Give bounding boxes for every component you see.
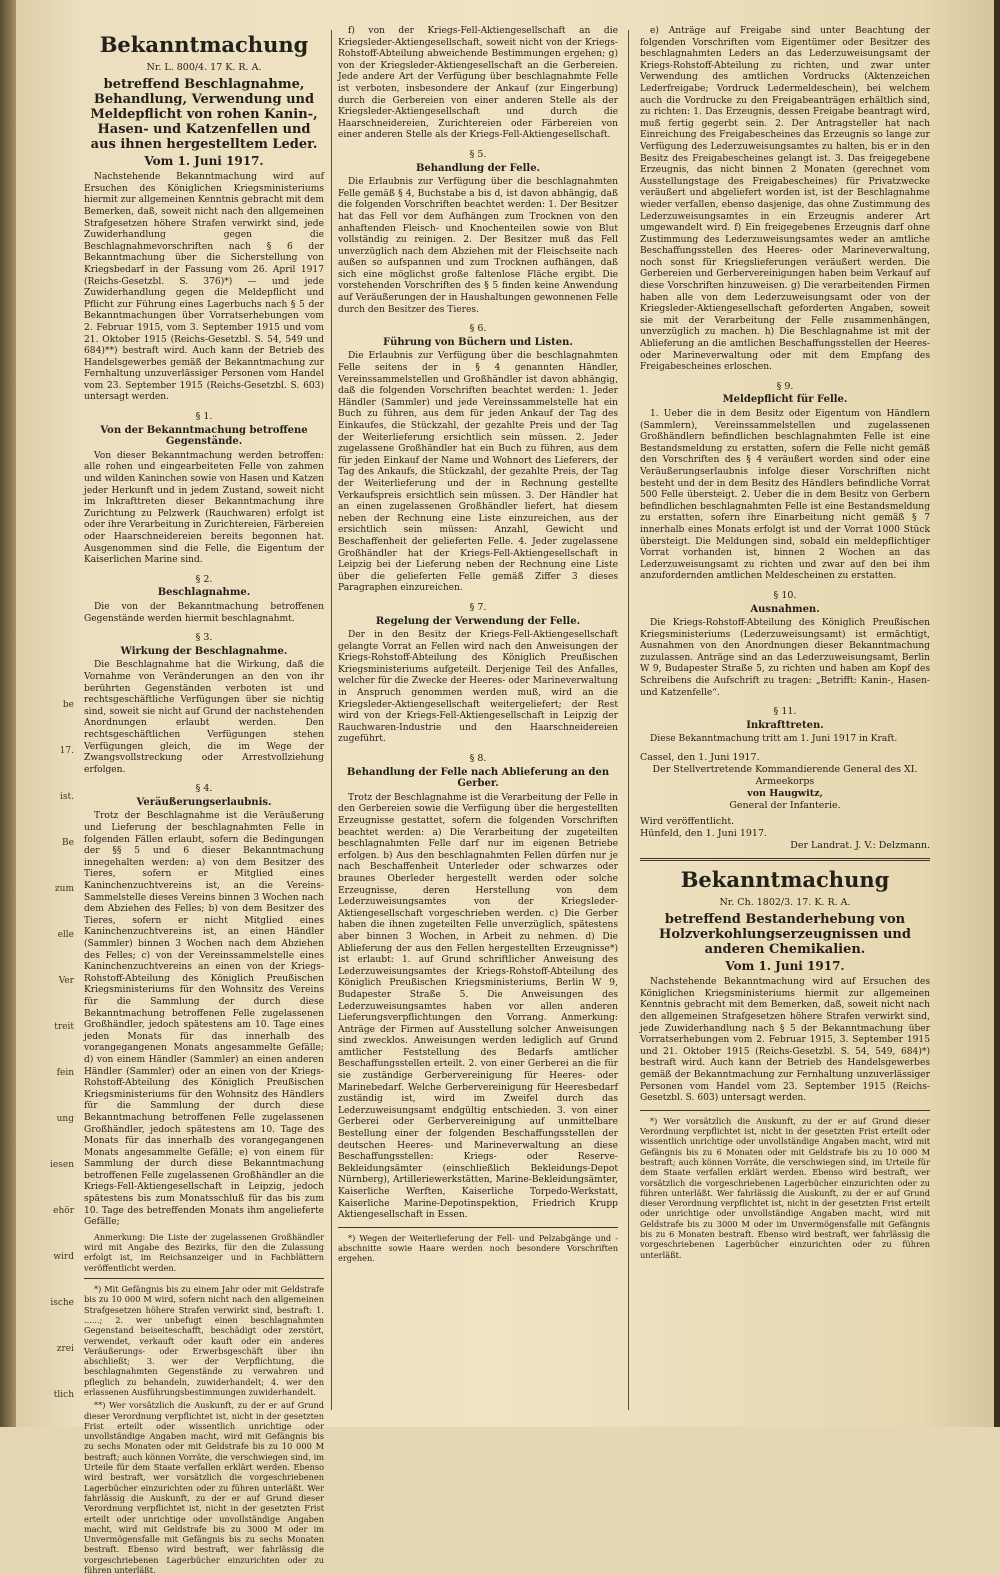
binding-spine bbox=[0, 0, 16, 1427]
column-3 bbox=[640, 26, 930, 1416]
notice-date: Vom 1. Juni 1917. bbox=[144, 153, 264, 168]
sections bbox=[338, 149, 618, 1222]
column-rule bbox=[628, 30, 629, 1410]
column-rule bbox=[331, 30, 332, 1410]
margin-fragment: be bbox=[62, 700, 74, 710]
signature-name: von Haugwitz, bbox=[747, 788, 823, 800]
section-text: Die Erlaubnis zur Verfügung über die beschlagnahmten Felle seitens der in § 4 genannten Händler, Vereinssammelstellen und Großhändler ist davon abhängig, daß die folgenden Vorschriften beachtet werden: 1. Jeder Händler (Sammler) und jede Vereinssammelstelle hat ein Buch zu führen, aus dem für jeden Ankauf der Tag des Einkaufes, die Stückzahl, der gezahlte Preis und der Tag der Weiterlieferung ersichtlich sein müssen. 2. Jeder zugelassene Großhändler hat ein Buch zu führen, aus dem für jeden Einkauf der Name und Wohnort des Lieferers, der Tag des Ankaufs, die Stückzahl, der gezahlte Preis, der Tag der Weiterlieferung und der in Rechnung gestellte Verkaufspreis ersichtlich sein müssen. 3. Der Händler hat an einen zugelassenen Großhändler liefert, hat diesem neben der Rechnung eine Liste einzureichen, aus der ersichtlich sein müssen: Anzahl, Gewicht und Beschaffenheit der gelieferten Felle. 4. Jeder zugelassene Großhändler hat der Kriegs-Fell-Aktiengesellschaft in Leipzig bei der Lieferung neben der Rechnung eine Liste über die gelieferten Felle gemäß Ziffer 3 dieses Paragraphen einzureichen. bbox=[338, 351, 618, 594]
section-number: § 4. bbox=[195, 783, 213, 795]
section-heading: Regelung der Verwendung der Felle. bbox=[375, 615, 581, 627]
divider bbox=[640, 1110, 930, 1111]
sections bbox=[84, 411, 324, 1229]
signature-office: Der Stellvertretende Kommandierende General des XI. Armeekorps bbox=[652, 764, 918, 788]
landrat-signature: Der Landrat. J. V.: Delzmann. bbox=[790, 840, 930, 852]
section-number: § 1. bbox=[195, 411, 213, 423]
divider bbox=[84, 1278, 324, 1279]
column-2 bbox=[338, 26, 618, 1416]
section-number: § 7. bbox=[469, 601, 487, 613]
signature-rank: General der Infanterie. bbox=[729, 800, 841, 812]
section-heading: Beschlagnahme. bbox=[157, 587, 251, 599]
section-text: Die Erlaubnis zur Verfügung über die beschlagnahmten Felle gemäß § 4, Buchstabe a bis d, ist davon abhängig, daß die folgenden Vorschriften beachtet werden: 1. Der Besitzer hat das Fell vor dem Aufhängen zum Trocknen von den anhaftenden Fleisch- und Knochenteilen sowie von Blut vollständig zu reinigen. 2. Der Besitzer muß das Fell unverzüglich nach dem Abziehen mit der Fleischseite nach außen so aufspannen und zum Trocknen aufhängen, daß sich eine möglichst große faltenlose Fläche ergibt. Die vorstehenden Vorschriften des § 5 finden keine Anwendung auf Veräußerungen der in Haushaltungen gewonnenen Felle durch den Besitzer des Tieres. bbox=[338, 177, 618, 315]
signature-place-date: Cassel, den 1. Juni 1917. bbox=[640, 752, 760, 764]
section-number: § 2. bbox=[195, 573, 213, 585]
margin-fragment: ung bbox=[56, 1114, 74, 1124]
margin-fragment: ische bbox=[50, 1298, 74, 1308]
section-number: § 8. bbox=[469, 753, 487, 765]
section-number: § 10. bbox=[773, 589, 797, 601]
column-1 bbox=[84, 26, 324, 1575]
margin-fragment: elle bbox=[57, 930, 74, 940]
section-text: Trotz der Beschlagnahme ist die Veräußerung und Lieferung der beschlagnahmten Felle in folgenden Fällen erlaubt, sofern die Bedingungen der §§ 5 und 6 dieser Bekanntmachung innegehalten werden: a) von dem Besitzer des Tieres, sofern er Mitglied eines Kaninchenzuchtvereins ist, an die Vereins-Sammelstelle dieses Vereins binnen 3 Wochen nach dem Abziehen des Felles; b) von dem Besitzer des Tieres, sofern er nicht Mitglied eines Kaninchenzuchtvereins ist, an einen Händler (Sammler) binnen 3 Wochen nach dem Abziehen des Felles; c) von der Vereinssammelstelle eines Kaninchenzuchtvereins an einen von der Kriegs-Rohstoff-Abteilung des Königlich Preußischen Kriegsministeriums für den Wohnsitz des Vereins für die Sammlung der durch diese Bekanntmachung betroffenen Felle zugelassenen Großhändler, jedoch spätestens am 10. Tage eines jeden Monats für das innerhalb des vorangegangenen Monats angesammelte Gefälle; d) von einem Händler (Sammler) an einen anderen Händler (Sammler) oder an einen von der Kriegs-Rohstoff-Abteilung des Königlich Preußischen Kriegsministeriums für den Wohnsitz des Händlers für die Sammlung der durch diese Bekanntmachung betroffenen Felle zugelassenen Großhändler, jedoch spätestens am 10. Tage des Monats für das innerhalb des vorangegangenen Monats angesammelte Gefälle; e) von einem für Sammlung der durch diese Bekanntmachung betroffenen Felle zugelassenen Großhändler an die Kriegs-Fell-Aktiengesellschaft in Leipzig, jedoch spätestens bis zum Monatsschluß für das bis zum 10. Tage des betreffenden Monats ihm angelieferte Gefälle; bbox=[84, 811, 324, 1228]
margin-fragment: Ver bbox=[58, 976, 74, 986]
margin-fragment: fein bbox=[56, 1068, 74, 1078]
section-number: § 6. bbox=[469, 323, 487, 335]
continuation-text: f) von der Kriegs-Fell-Aktiengesellschaft an die Kriegsleder-Aktiengesellschaft, soweit nicht von der Kriegs-Rohstoff-Abteilung abweichende Bestimmungen ergehen; g) von der Kriegsleder-Aktiengesellschaft an die Gerbereien. Jede andere Art der Verfügung über beschlagnahmte Felle ist verboten, insbesondere der Ankauf (zur Eingerbung) durch die Gerbereien von einer anderen Stelle als der Kriegsleder-Aktiengesellschaft und durch die Haarschneidereien, Zurichtereien oder Färbereien von einer anderen Stelle als der Kriegs-Fell-Aktiengesellschaft. bbox=[338, 26, 618, 141]
margin-fragment: Be bbox=[62, 838, 74, 848]
page-edge bbox=[994, 0, 1000, 1427]
section-text: Der in den Besitz der Kriegs-Fell-Aktiengesellschaft gelangte Vorrat an Fellen wird nach den Anweisungen der Kriegs-Rohstoff-Abteilung des Königlich Preußischen Kriegsministeriums aufgeteilt. Derjenige Teil des Anfalles, welcher für die Zwecke der Heeres- oder Marineverwaltung in Anspruch genommen werden muß, wird an die Kriegsleder-Aktiengesellschaft weitergeliefert; der Rest wird von der Kriegs-Fell-Aktiengesellschaft in Leipzig der Rauchwaren-Industrie und den Haarschneidereien zugeführt. bbox=[338, 630, 618, 745]
section-heading: Meldepflicht für Felle. bbox=[722, 394, 848, 406]
section-number: § 3. bbox=[195, 632, 213, 644]
margin-fragment: zrei bbox=[56, 1344, 74, 1354]
section-heading: Führung von Büchern und Listen. bbox=[383, 336, 573, 348]
section-heading: Von der Bekanntmachung betroffene Gegenstände. bbox=[100, 424, 308, 448]
margin-fragment: 17. bbox=[59, 746, 74, 756]
section-heading: Behandlung der Felle. bbox=[415, 162, 541, 174]
margin-fragment: tlich bbox=[53, 1390, 74, 1400]
published-note: Wird veröffentlicht. bbox=[640, 816, 735, 828]
section-number: § 11. bbox=[773, 706, 797, 718]
section-heading: Behandlung der Felle nach Ablieferung an den Gerber. bbox=[346, 766, 610, 790]
section-heading: Ausnahmen. bbox=[750, 603, 820, 615]
section-number: § 5. bbox=[469, 148, 487, 160]
notice-reference: Nr. Ch. 1802/3. 17. K. R. A. bbox=[719, 897, 851, 909]
divider bbox=[338, 1227, 618, 1228]
section-number: § 9. bbox=[776, 380, 794, 392]
footnote: *) Wer vorsätzlich die Auskunft, zu der er auf Grund dieser Verordnung verpflichtet ist, nicht in der gesetzten Frist erteilt oder wissentlich unrichtige oder unvollständige Angaben macht, wird mit Gefängnis bis zu 6 Monaten oder mit Geldstrafe bis zu 10 000 M bestraft; auch können Vorräte, die verschwiegen sind, im Urteile für dem Staate verfallen erklärt werden. Ebenso wird bestraft, wer vorsätzlich die vorgeschriebenen Lagerbücher einzurichten oder zu führen unterläßt. Wer fahrlässig die Auskunft, zu der er auf Grund dieser Verordnung verpflichtet ist, nicht in der gesetzten Frist erteilt oder unrichtige oder unvollständige Angaben macht, wird mit Geldstrafe bis zu 3000 M oder im Unvermögensfalle mit Gefängnis bis zu 6 Monaten bestraft. Ebenso wird bestraft, wer fahrlässig die vorgeschriebenen Lagerbücher einzurichten oder zu führen unterläßt. bbox=[640, 1115, 930, 1260]
margin-fragment: treit bbox=[54, 1022, 74, 1032]
footnote: **) Wer vorsätzlich die Auskunft, zu der er auf Grund dieser Verordnung verpflichtet ist, nicht in der gesetzten Frist erteilt oder wissentlich unrichtige oder unvollständige Angaben macht, wird mit Gefängnis bis zu sechs Monaten oder mit Geldstrafe bis zu 10 000 M bestraft; auch können Vorräte, die verschwiegen sind, im Urteile für dem Staate verfallen erklärt werden. Ebenso wird bestraft, wer vorsätzlich die vorgeschriebenen Lagerbücher einzurichten oder zu führen unterläßt. Wer fahrlässig die Auskunft, zu der er auf Grund dieser Verordnung verpflichtet ist, nicht in der gesetzten Frist erteilt oder unrichtige oder unvollständige Angaben macht, wird mit Geldstrafe bis zu 3000 M oder im Unvermögensfalle mit Gefängnis bis zu sechs Monaten bestraft. Ebenso wird bestraft, wer fahrlässig die vorgeschriebenen Lagerbücher einzurichten oder zu führen unterläßt. bbox=[84, 1400, 324, 1575]
note: Anmerkung: Die Liste der zugelassenen Großhändler wird mit Angabe des Bezirks, für den die Zulassung erfolgt ist, im Reichsanzeiger und in Fachblättern veröffentlicht werden. bbox=[84, 1231, 324, 1273]
section-heading: Wirkung der Beschlagnahme. bbox=[120, 645, 288, 657]
signature-block bbox=[640, 752, 930, 852]
footnote: *) Wegen der Weiterlieferung der Fell- und Pelzabgänge und -abschnitte sowie Haare werden noch besondere Vorschriften ergehen. bbox=[338, 1232, 618, 1264]
section-text: 1. Ueber die in dem Besitz oder Eigentum von Händlern (Sammlern), Vereinssammelstellen und zugelassenen Großhändlern befindlichen beschlagnahmten Felle ist eine Bestandsmeldung zu erstatten, sofern die Felle nicht gemäß den Vorschriften des § 4 veräußert worden sind oder eine Veräußerungserlaubnis infolge dieser Vorschriften nicht besteht und der in dem Besitz des Händlers befindliche Vorrat 500 Felle übersteigt. 2. Ueber die in dem Besitz von Gerbern befindlichen beschlagnahmten Felle ist eine Bestandsmeldung zu erstatten, sofern ihre Einarbeitung nicht gemäß § 7 innerhalb eines Monats erfolgt ist und der Vorrat 1000 Stück übersteigt. Die Meldungen sind, sobald ein meldepflichtiger Vorrat vorhanden ist, binnen 2 Wochen an das Lederzuweisungsamt zu richten und zwar auf den bei ihm anzufordernden amtlichen Meldescheinen zu erstatten. bbox=[640, 409, 930, 582]
margin-fragment: ist. bbox=[60, 792, 74, 802]
section-text: Von dieser Bekanntmachung werden betroffen: alle rohen und eingearbeiteten Felle von zahmen und wilden Kaninchen sowie von Hasen und Katzen jeder Herkunft und in jedem Zustand, soweit nicht im Inkrafttreten dieser Bekanntmachung ihre Zurichtung zu Pelzwerk (Rauchwaren) erfolgt ist oder ihre Verarbeitung in Zurichtereien, Färbereien oder Haarschneidereien bereits begonnen hat. Ausgenommen sind die Felle, die Eigentum der Kaiserlichen Marine sind. bbox=[84, 450, 324, 566]
divider bbox=[640, 858, 930, 861]
previous-page-margin bbox=[16, 0, 78, 1427]
margin-fragment: ehör bbox=[53, 1206, 74, 1216]
sections bbox=[640, 381, 930, 746]
signature-place-date-2: Hünfeld, den 1. Juni 1917. bbox=[640, 828, 768, 840]
section-heading: Veräußerungserlaubnis. bbox=[136, 796, 272, 808]
section-text: Diese Bekanntmachung tritt am 1. Juni 1917 in Kraft. bbox=[650, 734, 898, 745]
notice-title: Bekanntmachung bbox=[680, 867, 890, 893]
section-text: Die Beschlagnahme hat die Wirkung, daß die Vornahme von Veränderungen an den von ihr berührten Gegenständen verboten ist und rechtsgeschäftliche Verfügungen über sie nichtig sind, soweit sie nicht auf Grund der nachstehenden Anordnungen erlaubt werden. Den rechtsgeschäftlichen Verfügungen stehen Verfügungen gleich, die im Wege der Zwangsvollstreckung oder Arrestvollziehung erfolgen. bbox=[84, 660, 324, 775]
notice-reference: Nr. L. 800/4. 17 K. R. A. bbox=[146, 62, 262, 73]
notice-body: Nachstehende Bekanntmachung wird auf Ersuchen des Königlichen Kriegsministeriums hiermit zur allgemeinen Kenntnis gebracht mit dem Bemerken, daß, soweit nicht nach den allgemeinen Strafgesetzen höhere Strafen verwirkt sind, jede Zuwiderhandlung nach § 5 der Bekanntmachung über Vorratserhebungen vom 2. Februar 1915, 3. September 1915 und 21. Oktober 1915 (Reichs-Gesetzbl. S. 54, 549, 684)*) bestraft wird. Auch kann der Betrieb des Handelsgewerbes gemäß der Bekanntmachung zur Fernhaltung unzuverlässiger Personen vom Handel vom 23. September 1915 (Reichs-Gesetzbl. S. 603) untersagt werden. bbox=[640, 977, 930, 1104]
notice-intro: Nachstehende Bekanntmachung wird auf Ersuchen des Königlichen Kriegsministeriums hiermit zur allgemeinen Kenntnis gebracht mit dem Bemerken, daß, soweit nicht nach den allgemeinen Strafgesetzen höhere Strafen verwirkt sind, jede Zuwiderhandlung gegen die Beschlagnahmevorschriften nach § 6 der Bekanntmachung über die Sicherstellung von Kriegsbedarf in der Fassung vom 26. April 1917 (Reichs-Gesetzbl. S. 376)*) — und jede Zuwiderhandlung gegen die Meldepflicht und Pflicht zur Führung eines Lagerbuchs nach § 5 der Bekanntmachungen über Vorratserhebungen vom 2. Februar 1915, vom 3. September 1915 und vom 21. Oktober 1915 (Reichs-Gesetzbl. S. 54, 549 und 684)**) bestraft wird. Auch kann der Betrieb des Handelsgewerbes gemäß der Bekanntmachung zur Fernhaltung unzuverlässiger Personen vom Handel vom 23. September 1915 (Reichs-Gesetzbl. S. 603) untersagt werden. bbox=[84, 172, 324, 403]
section-text: Trotz der Beschlagnahme ist die Verarbeitung der Felle in den Gerbereien sowie die Verfügung über die hergestellten Erzeugnisse gestattet, sofern die folgenden Vorschriften beachtet werden: a) Die Verarbeitung der zugeteilten beschlagnahmten Felle darf nur im eigenen Betriebe erfolgen. b) Aus den beschlagnahmten Fellen dürfen nur je nach Beschaffenheit Unterleder oder schwarzes oder braunes Oberleder hergestellt werden oder solche Erzeugnisse, deren Herstellung von dem Lederzuweisungsamtes von der Kriegsleder-Aktiengesellschaft vorgeschrieben werden. c) Die Gerber haben die ihnen zugeteilten Felle unverzüglich, spätestens aber binnen 3 Wochen, in Arbeit zu nehmen. d) Die Ablieferung der aus den Fellen hergestellten Erzeugnisse*) ist erlaubt: 1. auf Grund schriftlicher Anweisung des Lederzuweisungsamtes der Kriegs-Rohstoff-Abteilung des Königlich Preußischen Kriegsministeriums, Berlin W 9, Budapester Straße 5. Die Anweisungen des Lederzuweisungsamtes haben vor allen anderen Lieferungsverpflichtungen den Vorrang. Anmerkung: Anträge der Firmen auf Ausstellung solcher Anweisungen sind zwecklos. Anweisungen werden lediglich auf Grund amtlicher Feststellung des Bedarfs amtlicher Beschaffungsstellen erteilt. 2. von einer Gerberei an die für sie zuständige Gerbervereinigung für Heeres- oder Marinebedarf. Welche Gerbervereinigung für Heeresbedarf zuständig ist, wird im Zweifel durch das Lederzuweisungsamt endgültig entschieden. 3. von einer Gerberei oder Gerbervereinigung auf unmittelbare Bestellung einer der folgenden Beschaffungsstellen der deutschen Heeres- und Marineverwaltung an diese Beschaffungsstellen: Kriegs- oder Reserve-Bekleidungsämter (einschließlich Bekleidungs-Depot Nürnberg), Artilleriewerkstätten, Marine-Bekleidungsämter, Kaiserliche Werften, Kaiserliche Torpedo-Werkstatt, Kaiserliche Marine-Depotinspektion, Friedrich Krupp Aktiengesellschaft in Essen. bbox=[338, 792, 618, 1221]
notice-title: Bekanntmachung bbox=[99, 32, 309, 57]
margin-fragment: wird bbox=[53, 1252, 74, 1262]
margin-fragment: zum bbox=[54, 884, 74, 894]
notice-date: Vom 1. Juni 1917. bbox=[725, 958, 845, 973]
footnote: *) Mit Gefängnis bis zu einem Jahr oder mit Geldstrafe bis zu 10 000 M wird, sofern nicht nach den allgemeinen Strafgesetzen höhere Strafen verwirkt sind, bestraft: 1. ......; 2. wer unbefugt einen beschlagnahmten Gegenstand beiseiteschafft, beschädigt oder zerstört, verwendet, verkauft oder kauft oder ein anderes Veräußerungs- oder Erwerbsgeschäft über ihn abschließt; 3. wer der Verpflichtung, die beschlagnahmten Gegenstände zu verwahren und pfleglich zu behandeln, zuwiderhandelt; 4. wer den erlassenen Ausführungsbestimmungen zuwiderhandelt. bbox=[84, 1284, 324, 1397]
section-heading: Inkrafttreten. bbox=[746, 719, 824, 731]
margin-fragment: iesen bbox=[50, 1160, 74, 1170]
notice-subject: betreffend Bestanderhebung von Holzverkohlungserzeugnissen und anderen Chemikalien. bbox=[659, 911, 911, 957]
section-text: Die Kriegs-Rohstoff-Abteilung des Königlich Preußischen Kriegsministeriums (Lederzuweisungsamt) ist ermächtigt, Ausnahmen von den Anordnungen dieser Bekanntmachung zuzulassen. Anträge sind an das Lederzuweisungsamt, Berlin W 9, Budapester Straße 5, zu richten und haben am Kopf des Schreibens die Aufschrift zu tragen: „Betrifft: Kanin-, Hasen- und Katzenfelle“. bbox=[640, 618, 930, 698]
continuation-text: e) Anträge auf Freigabe sind unter Beachtung der folgenden Vorschriften vom Eigentümer oder Besitzer des beschlagnahmten Leders an das Lederzuweisungsamt der Kriegs-Rohstoff-Abteilung zu richten, und zwar unter Verwendung des amtlichen Vordrucks (Aktenzeichen Lederfreigabe; Vordruck Ledermeldeschein), bei welchem auch die Vordrucke zu den Freigabeanträgen erhältlich sind, zu richten: 1. Das Erzeugnis, dessen Freigabe beantragt wird, muß fertig gegerbt sein. 2. Der Antragsteller hat nach Einreichung des Freigabescheines das Erzeugnis so lange zur Verfügung des Lederzuweisungsamtes zu halten, bis er in den Besitz des Freigabescheines gelangt ist. 3. Das freigegebene Erzeugnis, das nicht binnen 2 Monaten (gerechnet vom Ausstellungstage des Freigabescheines) für Privatzwecke veräußert und abgeliefert worden ist, ist der Beschlagnahme wieder verfallen, ebenso dasjenige, das ohne Zustimmung des Lederzuweisungsamtes in ein Erzeugnis anderer Art umgewandelt wird. f) Ein freigegebenes Erzeugnis darf ohne Zustimmung des Lederzuweisungsamtes weder an amtliche Beschaffungsstellen des Heeres- oder Marineverwaltung, noch sonst für Kriegslieferungen veräußert werden. Die Gerbereien und Gerbervereinigungen haben beim Verkauf auf diese Vorschriften hinzuweisen. g) Die verarbeitenden Firmen haben alle von dem Lederzuweisungsamt oder von der Kriegsleder-Aktiengesellschaft geforderten Angaben, soweit sie mit der Verarbeitung der Felle zusammenhängen, unverzüglich zu machen. h) Die Beschlagnahme ist mit der Ablieferung an die amtlichen Beschaffungsstellen der Heeres- oder Marineverwaltung oder mit dem Empfang des Freigabescheines erloschen. bbox=[640, 26, 930, 373]
notice-subject: betreffend Beschlagnahme, Behandlung, Verwendung und Meldepflicht von rohen Kanin-, Hasen- und Katzenfellen und aus ihnen hergestelltem Leder. bbox=[90, 76, 318, 152]
section-text: Die von der Bekanntmachung betroffenen Gegenstände werden hiermit beschlagnahmt. bbox=[84, 601, 324, 624]
